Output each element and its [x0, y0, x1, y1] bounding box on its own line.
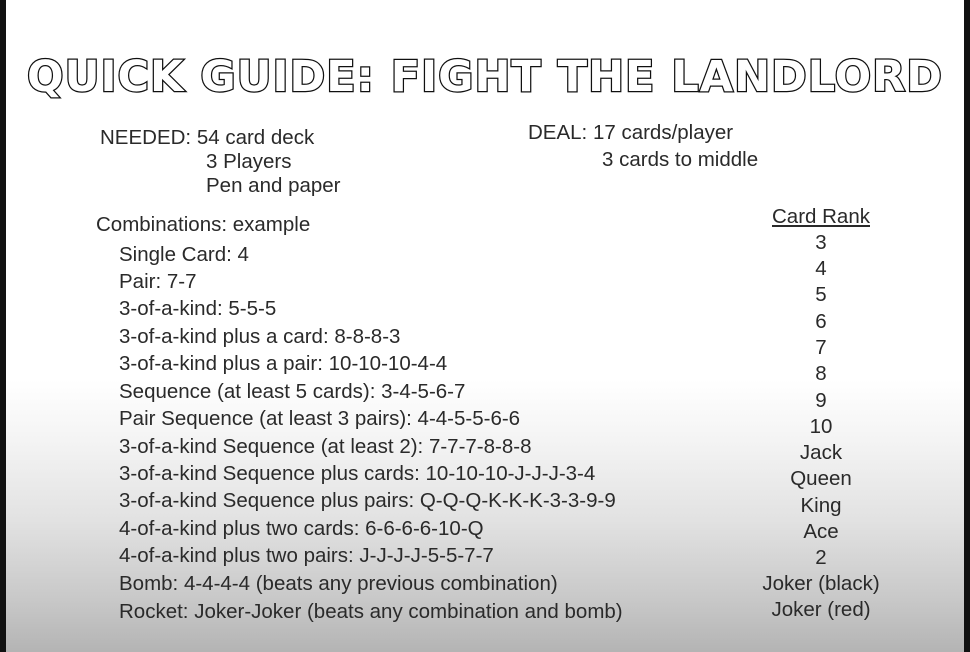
deal-label: DEAL: 17 cards/player [528, 121, 734, 144]
card-rank-item: 8 [815, 362, 827, 385]
needed-label: NEEDED: 54 card deck [100, 126, 315, 149]
combination-item: Pair Sequence (at least 3 pairs): 4-4-5-5-6-6 [119, 407, 521, 430]
combination-item: 3-of-a-kind Sequence plus pairs: Q-Q-Q-K-K-K-3-3-9-9 [119, 489, 616, 512]
combination-item: 3-of-a-kind Sequence (at least 2): 7-7-7-8-8-8 [119, 435, 532, 458]
combination-item: Rocket: Joker-Joker (beats any combination and bomb) [119, 600, 623, 623]
card-rank-item: 10 [809, 415, 833, 438]
combination-item: Pair: 7-7 [119, 270, 197, 293]
combination-item: 3-of-a-kind Sequence plus cards: 10-10-10-J-J-J-3-4 [119, 462, 596, 485]
card-rank-item: 2 [815, 546, 827, 569]
card-rank-item: Queen [790, 467, 852, 490]
combination-item: Single Card: 4 [119, 243, 249, 266]
card-rank-item: 5 [815, 283, 827, 306]
card-rank-item: Ace [803, 520, 839, 543]
card-rank-item: 9 [815, 389, 827, 412]
card-rank-item: King [800, 494, 842, 517]
card-rank-item: 6 [815, 310, 827, 333]
combinations-heading: Combinations: example [96, 213, 311, 236]
combination-item: 3-of-a-kind: 5-5-5 [119, 297, 277, 320]
combination-item: 3-of-a-kind plus a card: 8-8-8-3 [119, 325, 401, 348]
card-rank-heading: Card Rank [772, 205, 870, 228]
card-rank-item: Jack [799, 441, 843, 464]
needed-line: Pen and paper [206, 174, 341, 197]
card-rank-item: Joker (black) [762, 572, 880, 595]
card-rank-item: 7 [815, 336, 827, 359]
deal-line: 3 cards to middle [602, 148, 759, 171]
combination-item: 3-of-a-kind plus a pair: 10-10-10-4-4 [119, 352, 448, 375]
card-rank-item: Joker (red) [771, 598, 871, 621]
needed-line: 3 Players [206, 150, 292, 173]
combination-item: 4-of-a-kind plus two pairs: J-J-J-J-5-5-7-7 [119, 544, 494, 567]
combination-item: 4-of-a-kind plus two cards: 6-6-6-6-10-Q [119, 517, 484, 540]
combination-item: Sequence (at least 5 cards): 3-4-5-6-7 [119, 380, 466, 403]
card-rank-item: 4 [815, 257, 827, 280]
card-rank-item: 3 [815, 231, 827, 254]
page-title: QUICK GUIDE: FIGHT THE LANDLORD [27, 52, 943, 102]
combination-item: Bomb: 4-4-4-4 (beats any previous combination) [119, 572, 558, 595]
